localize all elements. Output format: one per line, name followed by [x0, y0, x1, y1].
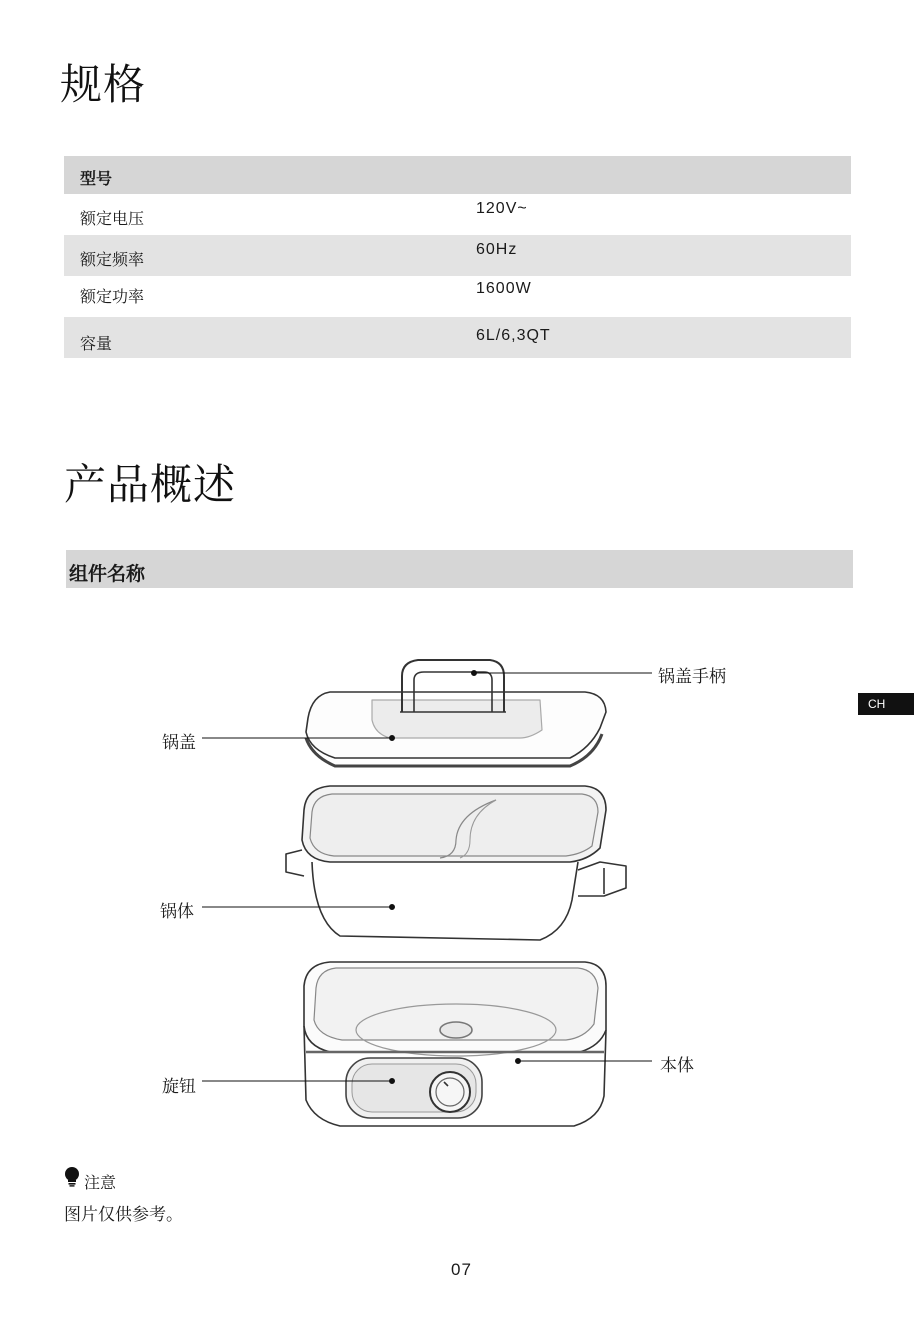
- spec-header-label: 型号: [80, 169, 113, 188]
- page-number: 07: [451, 1260, 472, 1279]
- callout-pot: 锅体: [160, 902, 194, 922]
- spec-value-capacity: 6L/6,3QT: [476, 327, 551, 344]
- spec-value-frequency: 60Hz: [476, 241, 518, 258]
- lightbulb-icon: [63, 1167, 81, 1187]
- spec-row-capacity: [64, 317, 851, 358]
- spec-row-frequency: [64, 235, 851, 276]
- components-section-title: 组件名称: [69, 563, 146, 585]
- language-tab-label: CH: [868, 697, 886, 711]
- base-drawing: [304, 962, 606, 1126]
- spec-row-power: [64, 276, 851, 317]
- spec-title: 规格: [60, 60, 147, 109]
- spec-label-voltage: 额定电压: [80, 209, 145, 228]
- overview-title: 产品概述: [64, 460, 237, 509]
- pot-drawing: [286, 786, 626, 940]
- components-section-bar: [66, 550, 853, 588]
- callout-base: 本体: [660, 1056, 694, 1076]
- note-body: 图片仅供参考。: [64, 1205, 183, 1225]
- spec-header-row: [64, 156, 851, 194]
- spec-value-power: 1600W: [476, 280, 532, 297]
- hotpot-illustration: [0, 600, 914, 1160]
- callout-knob: 旋钮: [162, 1077, 196, 1097]
- spec-row-voltage: [64, 194, 851, 235]
- spec-table: [64, 156, 851, 358]
- spec-label-frequency: 额定频率: [80, 250, 145, 269]
- note-title: 注意: [84, 1173, 117, 1192]
- language-tab: [858, 693, 914, 715]
- callout-lid: 锅盖: [162, 733, 196, 753]
- lid-drawing: [306, 660, 606, 766]
- callout-lid-handle: 锅盖手柄: [658, 667, 726, 687]
- spec-label-power: 额定功率: [80, 287, 145, 306]
- spec-label-capacity: 容量: [80, 334, 113, 353]
- spec-value-voltage: 120V~: [476, 200, 528, 217]
